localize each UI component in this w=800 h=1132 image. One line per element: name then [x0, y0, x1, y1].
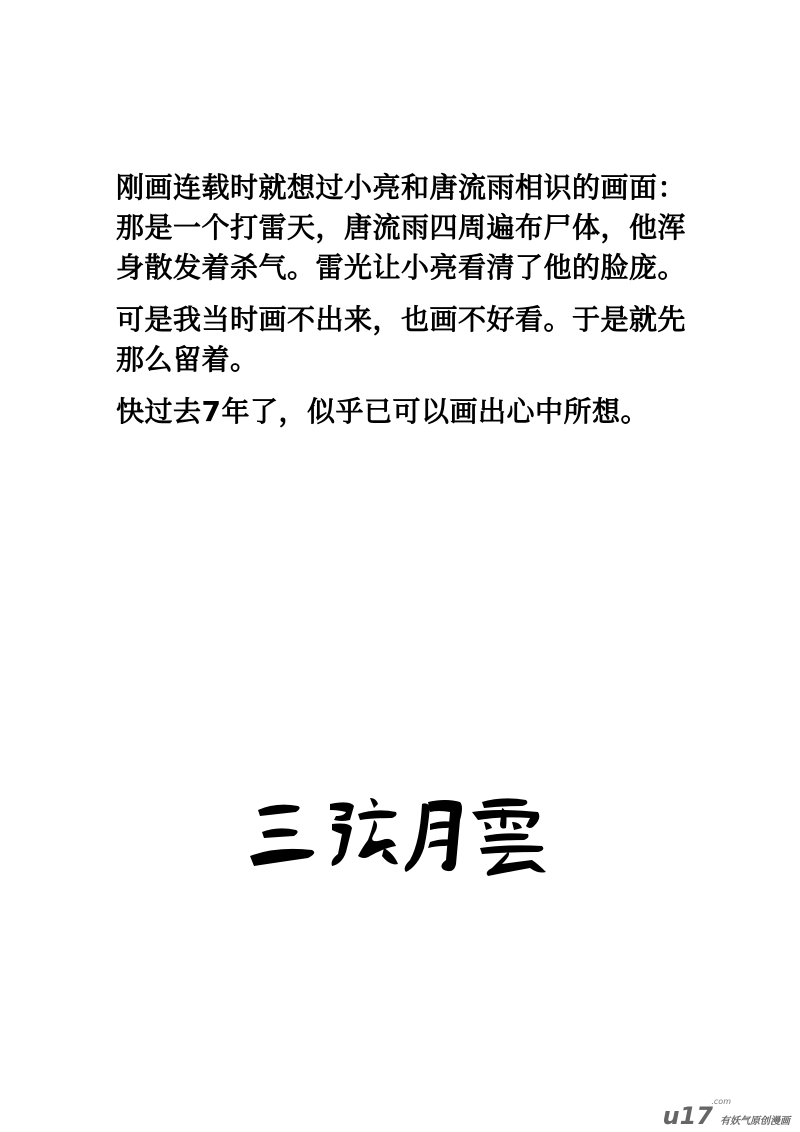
- author-signature: [246, 790, 556, 880]
- watermark-logo: [662, 1097, 731, 1130]
- watermark-slogan: 有妖气原创漫画: [720, 1116, 790, 1127]
- paragraph-2: 可是我当时画不出来，也画不好看。于是就先那么留着。: [116, 303, 687, 376]
- signature-calligraphy: [246, 790, 556, 880]
- paragraph-3: 快过去7年了，似乎已可以画出心中所想。: [116, 395, 649, 428]
- site-watermark: [662, 1097, 790, 1130]
- afterword-text: [116, 168, 696, 444]
- watermark-logo-text: u17: [662, 1102, 713, 1130]
- watermark-domain: .com: [711, 1097, 731, 1106]
- paragraph-1: 刚画连载时就想过小亮和唐流雨相识的画面：那是一个打雷天，唐流雨四周遍布尸体，他浑身散发着杀气。雷光让小亮看清了他的脸庞。: [116, 171, 687, 284]
